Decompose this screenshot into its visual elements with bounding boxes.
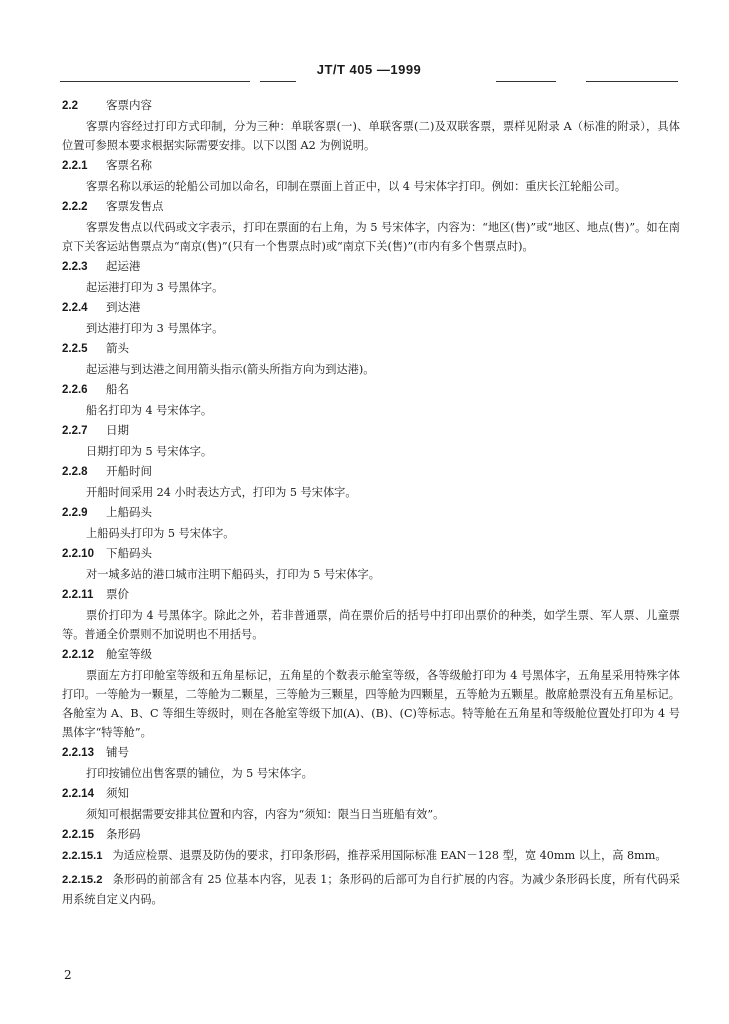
section-number: 2.2.15: [62, 829, 94, 841]
section-number: 2.2: [62, 100, 78, 112]
paragraph: 对一城多站的港口城市注明下船码头，打印为 5 号宋体字。: [86, 568, 380, 581]
paragraph: 票面左方打印舱室等级和五角星标记，五角星的个数表示舱室等级，各等级舱打印为 4 号黑体字，五角星采用特殊字体打印。一等舱为一颗星，二等舱为二颗星，三等舱为三颗星，四等舱为四颗星，五等舱为五颗星。散席舱票没有五角星标记。各舱室为 A、B、C 等细生等级时，则在各舱室等级下加(A)、(B)、(C)等标志。特等舱在五角星和等级舱位置处打印为 4 号黑体字“特等舱”。: [62, 669, 680, 739]
section-number: 2.2.2: [62, 201, 88, 213]
section-title: 须知: [106, 786, 129, 800]
section-title: 开船时间: [106, 464, 152, 478]
section-heading: [62, 647, 680, 662]
header-rule-right: [586, 81, 678, 82]
sub-paragraph-text: 条形码的前部含有 25 位基本内容，见表 1；条形码的后部可为自行扩展的内容。为减少条形码长度，所有代码采用系统自定义内码。: [62, 873, 680, 906]
section-number: 2.2.5: [62, 343, 88, 355]
section-title: 船名: [106, 382, 129, 396]
section-title: 铺号: [106, 745, 129, 759]
section-heading: [62, 827, 680, 842]
paragraph: 起运港打印为 3 号黑体字。: [86, 281, 224, 294]
page-number: 2: [64, 968, 72, 982]
paragraph: 起运港与到达港之间用箭头指示(箭头所指方向为到达港)。: [86, 363, 375, 376]
section-title: 箭头: [106, 341, 129, 355]
section-heading: [62, 158, 680, 173]
section-title: 上船码头: [106, 505, 152, 519]
sub-paragraph: [62, 870, 680, 909]
paragraph: 客票名称以承运的轮船公司加以命名，印制在票面上首正中，以 4 号宋体字打印。例如：重庆长江轮船公司。: [86, 180, 627, 193]
section-title: 日期: [106, 423, 129, 437]
paragraph: 须知可根据需要安排其位置和内容，内容为“须知：限当日当班船有效”。: [86, 808, 445, 821]
page-header: [60, 62, 678, 84]
section-heading: [62, 382, 680, 397]
paragraph: 日期打印为 5 号宋体字。: [86, 445, 213, 458]
section-title: 客票内容: [106, 98, 152, 112]
paragraph: 客票发售点以代码或文字表示，打印在票面的右上角，为 5 号宋体字，内容为：“地区(售)”或“地区、地点(售)”。如在南京下关客运站售票点为“南京(售)”(只有一个售票点时)或“南京下关(售)”(市内有多个售票点时)。: [62, 221, 680, 253]
sub-paragraph: [62, 846, 680, 866]
section-number: 2.2.6: [62, 384, 88, 396]
section-heading: [62, 587, 680, 602]
section-title: 下船码头: [106, 546, 152, 560]
section-number: 2.2.12: [62, 649, 94, 661]
document-body: [62, 96, 680, 912]
section-number: 2.2.1: [62, 160, 88, 172]
sub-paragraph-number: 2.2.15.2: [62, 874, 103, 886]
header-rule-left: [60, 81, 250, 82]
header-rule-left-short: [260, 81, 296, 82]
section-title: 条形码: [106, 827, 141, 841]
section-heading: [62, 464, 680, 479]
paragraph: 到达港打印为 3 号黑体字。: [86, 322, 224, 335]
section-number: 2.2.8: [62, 466, 88, 478]
section-heading: [62, 786, 680, 801]
section-number: 2.2.10: [62, 548, 94, 560]
section-heading: [62, 505, 680, 520]
section-title: 到达港: [106, 300, 141, 314]
paragraph: 打印按铺位出售客票的铺位，为 5 号宋体字。: [86, 767, 313, 780]
paragraph: 上船码头打印为 5 号宋体字。: [86, 527, 235, 540]
section-number: 2.2.11: [62, 589, 94, 601]
paragraph: 开船时间采用 24 小时表达方式，打印为 5 号宋体字。: [86, 486, 357, 499]
header-rule-right-short: [496, 81, 556, 82]
sub-paragraph-text: 为适应检票、退票及防伪的要求，打印条形码，推荐采用国际标准 EAN－128 型，宽 40mm 以上，高 8mm。: [112, 849, 667, 862]
paragraph: 票价打印为 4 号黑体字。除此之外，若非普通票，尚在票价后的括号中打印出票价的种类，如学生票、军人票、儿童票等。普通全价票则不加说明也不用括号。: [62, 609, 680, 641]
section-title: 舱室等级: [106, 647, 152, 661]
section-number: 2.2.4: [62, 302, 88, 314]
section-title: 客票名称: [106, 158, 152, 172]
section-number: 2.2.14: [62, 788, 94, 800]
section-title: 客票发售点: [106, 199, 164, 213]
sub-paragraph-number: 2.2.15.1: [62, 850, 103, 862]
section-heading: [62, 98, 680, 113]
section-number: 2.2.9: [62, 507, 88, 519]
section-number: 2.2.13: [62, 747, 94, 759]
section-heading: [62, 259, 680, 274]
section-heading: [62, 423, 680, 438]
section-heading: [62, 199, 680, 214]
standard-code: JT/T 405 —1999: [316, 62, 422, 77]
section-heading: [62, 341, 680, 356]
section-title: 票价: [106, 587, 129, 601]
section-heading: [62, 745, 680, 760]
paragraph: 客票内容经过打印方式印制，分为三种：单联客票(一)、单联客票(二)及双联客票，票样见附录 A（标准的附录），具体位置可参照本要求根据实际需要安排。以下以图 A2 为例说明。: [62, 120, 680, 152]
section-title: 起运港: [106, 259, 141, 273]
paragraph: 船名打印为 4 号宋体字。: [86, 404, 213, 417]
section-number: 2.2.3: [62, 261, 88, 273]
section-number: 2.2.7: [62, 425, 88, 437]
section-heading: [62, 546, 680, 561]
section-heading: [62, 300, 680, 315]
